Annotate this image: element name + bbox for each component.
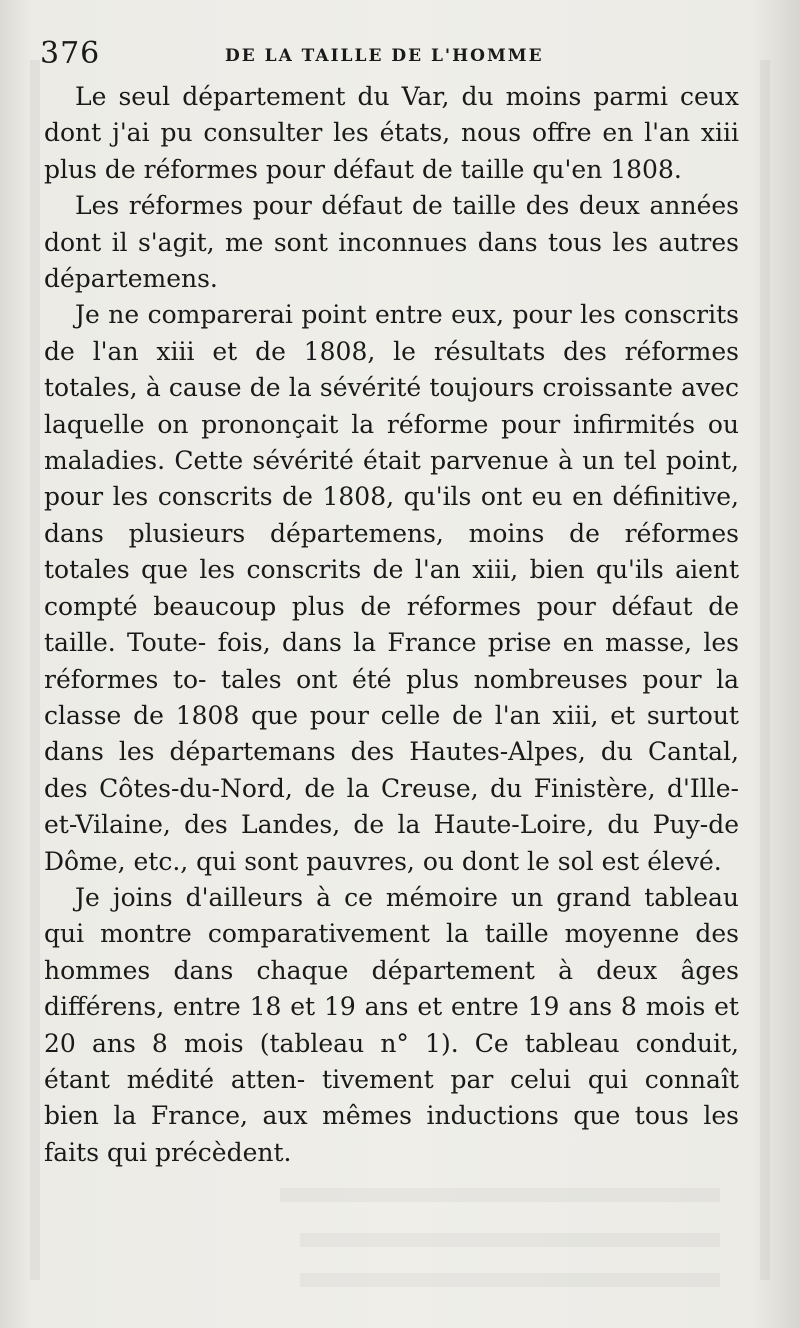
text-line: Le seul département du Var, du moins parmi ceux bbox=[75, 82, 739, 111]
paragraph bbox=[44, 297, 739, 880]
text-line: beaucoup plus de réformes pour défaut de taille. Toute- bbox=[44, 591, 739, 658]
text-line: Les réformes pour défaut de taille des deux années bbox=[75, 191, 739, 221]
text-line: tales ont été plus nombreuses pour la classe de 1808 que bbox=[44, 664, 739, 730]
text-line: plusieurs départemens, moins de réformes totales que bbox=[44, 518, 739, 585]
text-line: on prononçait la réforme pour infirmités ou maladies. bbox=[44, 409, 740, 476]
text-line: Cette sévérité était parvenue à un tel point, pour les bbox=[44, 446, 739, 512]
text-line: (tableau n° 1). Ce tableau conduit, étant médité atten- bbox=[44, 1028, 739, 1094]
text-line: départemens. bbox=[44, 264, 218, 294]
page-number: 376 bbox=[40, 36, 101, 71]
text-line: des Hautes-Alpes, du Cantal, des Côtes-du-Nord, de la bbox=[44, 737, 739, 803]
text-line: l'an xiii et de 1808, le résultats des réformes totales, bbox=[44, 336, 739, 403]
text-line: Creuse, du Finistère, d'Ille-et-Vilaine, des Landes, de bbox=[44, 773, 740, 840]
text-line: pour celle de l'an xiii, et surtout dans les départemans bbox=[44, 700, 739, 767]
paragraph bbox=[44, 188, 739, 297]
text-line: les conscrits de l'an xiii, bien qu'ils aient compté bbox=[44, 555, 740, 621]
text-line: dont il s'agit, me sont inconnues dans tous les autres bbox=[44, 227, 739, 257]
text-line: Je ne comparerai point entre eux, pour les conscrits de bbox=[44, 300, 739, 366]
text-line: 18 et 19 ans et entre 19 ans 8 mois et 20 ans 8 mois bbox=[44, 992, 739, 1058]
text-line: tivement par celui qui connaît bien la France, aux bbox=[44, 1064, 739, 1131]
text-line: montre comparativement la taille moyenne des hommes bbox=[44, 919, 739, 985]
text-line: à cause de la sévérité toujours croissante avec laquelle bbox=[44, 373, 739, 439]
running-head: DE LA TAILLE DE L'HOMME bbox=[225, 46, 544, 66]
text-line: dont j'ai pu consulter les états, nous offre en l'an xiii bbox=[44, 118, 739, 148]
text-line: plus de réformes pour défaut de taille qu'en 1808. bbox=[44, 154, 682, 184]
text-line: fois, dans la France prise en masse, les réformes to- bbox=[44, 628, 739, 694]
text-line: dans chaque département à deux âges différens, entre bbox=[44, 955, 739, 1022]
text-line: la Haute-Loire, du Puy-de Dôme, etc., qui sont pauvres, bbox=[44, 810, 739, 876]
text-line: ou dont le sol est élevé. bbox=[422, 846, 722, 876]
text-line: Je joins d'ailleurs à ce mémoire un grand tableau qui bbox=[44, 882, 739, 949]
text-line: conscrits de 1808, qu'ils ont eu en définitive, dans bbox=[44, 482, 739, 548]
text-line: mêmes inductions que tous les faits qui précèdent. bbox=[44, 1101, 739, 1167]
body-text bbox=[44, 79, 739, 1171]
paragraph bbox=[44, 880, 739, 1171]
page-header bbox=[40, 30, 740, 70]
paragraph bbox=[44, 79, 739, 188]
